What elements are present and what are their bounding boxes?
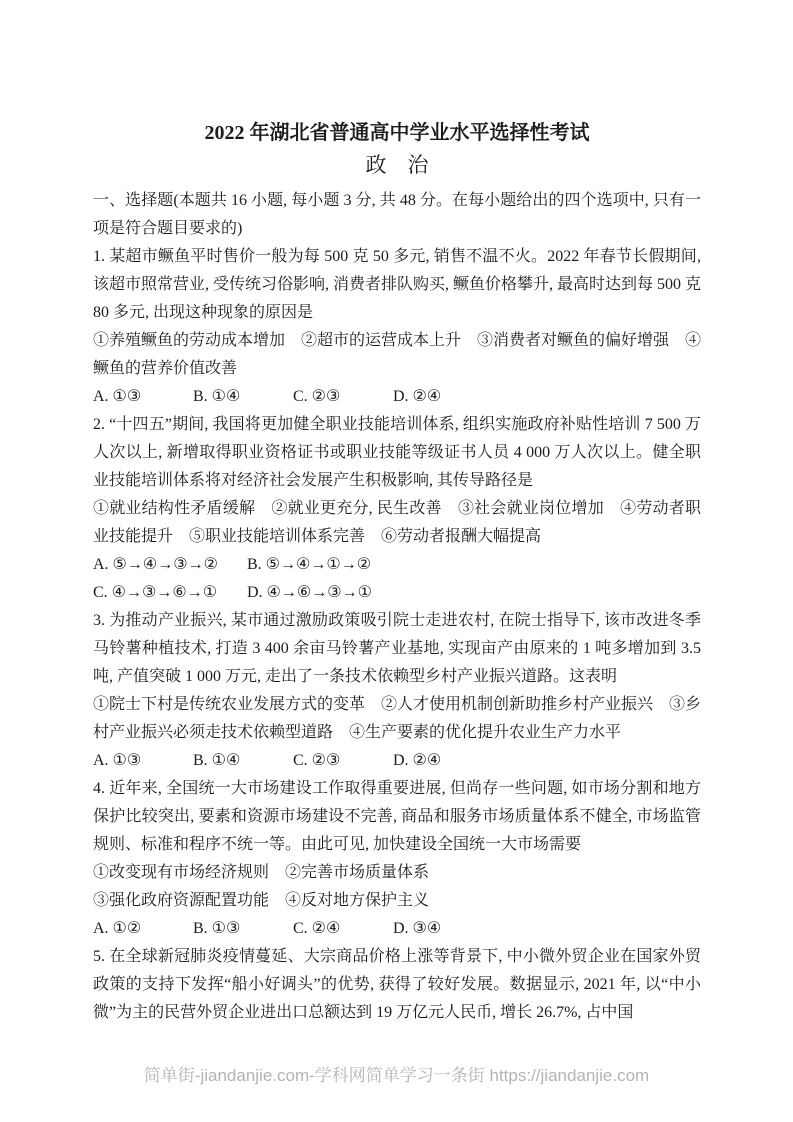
option-b: B. ⑤→④→①→②: [247, 556, 372, 573]
question-2-options-row-1: [93, 551, 701, 579]
question-1: [93, 243, 701, 411]
question-4-items-line-1: ①改变现有市场经济规则 ②完善市场质量体系: [93, 864, 430, 881]
option-a: A. ⑤→④→③→②: [93, 556, 218, 573]
question-2: [93, 411, 701, 607]
question-2-options-row-2: [93, 579, 701, 607]
section-header: 一、选择题(本题共 16 小题, 每小题 3 分, 共 48 分。在每小题给出的四个选项中, 只有一项是符合题目要求的): [93, 192, 701, 237]
question-1-options: [93, 383, 701, 411]
option-c: C. ②④: [293, 920, 341, 937]
option-a: A. ①③: [93, 388, 142, 405]
question-3-stem: 3. 为推动产业振兴, 某市通过激励政策吸引院士走进农村, 在院士指导下, 该市改进冬季马铃薯种植技术, 打造 3 400 余亩马铃薯产业基地, 实现亩产由原来的 1 吨多增加到 3.5 吨, 产值突破 1 000 万元, 走出了一条技术依赖型乡村产业振兴道路。这表明: [93, 612, 701, 685]
question-4-options: [93, 915, 701, 943]
option-a: A. ①③: [93, 752, 142, 769]
question-4-items-line-2: ③强化政府资源配置功能 ④反对地方保护主义: [93, 892, 430, 909]
option-d: D. ③④: [393, 920, 442, 937]
exam-body: [93, 187, 701, 1043]
question-3-options: [93, 747, 701, 775]
question-5: [93, 943, 701, 1027]
option-c: C. ②③: [293, 752, 341, 769]
question-1-stem: 1. 某超市鳜鱼平时售价一般为每 500 克 50 多元, 销售不温不火。2022 年春节长假期间, 该超市照常营业, 受传统习俗影响, 消费者排队购买, 鳜鱼价格攀升, 最高时达到每 500 克 80 多元, 出现这种现象的原因是: [93, 248, 701, 321]
option-d: D. ②④: [393, 752, 442, 769]
page-title: 2022 年湖北省普通高中学业水平选择性考试: [204, 122, 590, 144]
option-a: A. ①②: [93, 920, 142, 937]
question-3-items: ①院士下村是传统农业发展方式的变革 ②人才使用机制创新助推乡村产业振兴 ③乡村产业振兴必须走技术依赖型道路 ④生产要素的优化提升农业生产力水平: [93, 696, 701, 741]
option-b: B. ①③: [193, 920, 241, 937]
question-5-stem: 5. 在全球新冠肺炎疫情蔓延、大宗商品价格上涨等背景下, 中小微外贸企业在国家外贸政策的支持下发挥“船小好调头”的优势, 获得了较好发展。数据显示, 2021 年, 以“中小微”为主的民营外贸企业进出口总额达到 19 万亿元人民币, 增长 26.7%, 占中国: [93, 948, 701, 1021]
question-2-stem: 2. “十四五”期间, 我国将更加健全职业技能培训体系, 组织实施政府补贴性培训 7 500 万人次以上, 新增取得职业资格证书或职业技能等级证书人员 4 000 万人次以上。健全职业技能培训体系将对经济社会发展产生积极影响, 其传导路径是: [93, 416, 701, 489]
question-3: [93, 607, 701, 775]
option-d: D. ④→⑥→③→①: [247, 584, 372, 601]
subject-title: 政 治: [365, 153, 429, 177]
option-d: D. ②④: [393, 388, 442, 405]
option-c: C. ④→③→⑥→①: [93, 584, 218, 601]
question-2-items: ①就业结构性矛盾缓解 ②就业更充分, 民生改善 ③社会就业岗位增加 ④劳动者职业技能提升 ⑤职业技能培训体系完善 ⑥劳动者报酬大幅提高: [93, 500, 701, 545]
question-1-items: ①养殖鳜鱼的劳动成本增加 ②超市的运营成本上升 ③消费者对鳜鱼的偏好增强 ④鳜鱼的营养价值改善: [93, 332, 701, 377]
option-b: B. ①④: [193, 388, 241, 405]
watermark-footer: 简单街-jiandanjie.com-学科网简单学习一条街 https://jiandanjie.com: [143, 1066, 650, 1085]
question-4: [93, 775, 701, 943]
question-4-stem: 4. 近年来, 全国统一大市场建设工作取得重要进展, 但尚存一些问题, 如市场分割和地方保护比较突出, 要素和资源市场建设不完善, 商品和服务市场质量体系不健全, 市场监管规则、标准和程序不统一等。由此可见, 加快建设全国统一大市场需要: [93, 780, 701, 853]
option-b: B. ①④: [193, 752, 241, 769]
option-c: C. ②③: [293, 388, 341, 405]
